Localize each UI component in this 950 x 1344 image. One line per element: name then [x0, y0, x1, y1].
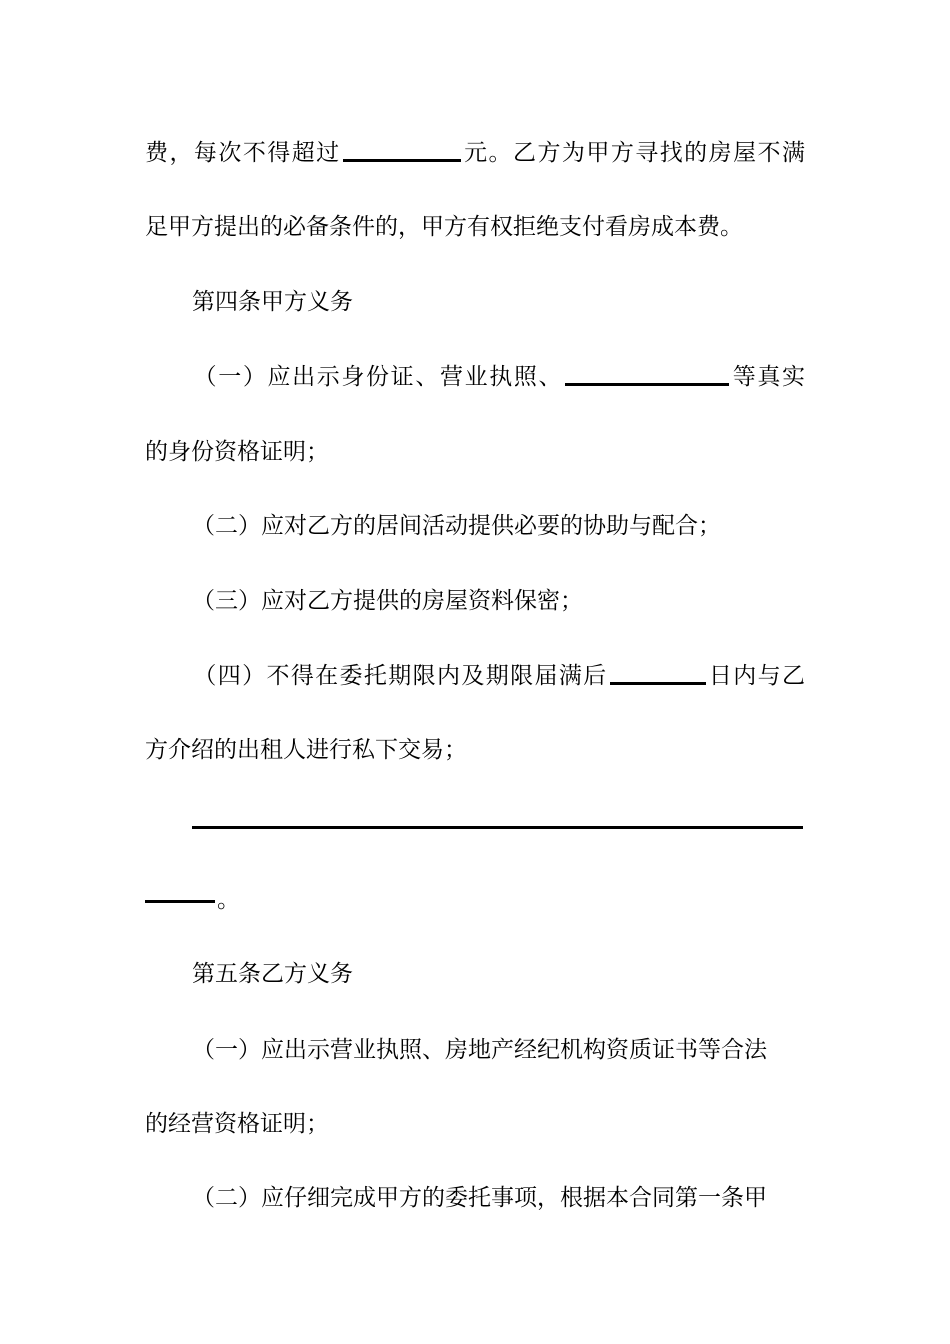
paragraph-line: 方介绍的出租人进行私下交易； — [145, 737, 467, 763]
text-segment: 费，每次不得超过 — [145, 140, 341, 166]
fill-blank — [610, 682, 706, 685]
fill-blank — [565, 383, 729, 386]
text-segment: 日内与乙 — [707, 663, 805, 689]
fill-blank — [192, 826, 803, 829]
text-segment: 等真实 — [731, 364, 805, 390]
paragraph-line — [145, 133, 805, 173]
paragraph-line — [145, 656, 805, 696]
text-segment: （四）不得在委托期限内及期限届满后 — [192, 663, 608, 689]
text-segment: （一）应出示身份证、营业执照、 — [192, 364, 564, 390]
paragraph-line: 足甲方提出的必备条件的，甲方有权拒绝支付看房成本费。 — [145, 214, 743, 240]
fill-blank — [145, 900, 215, 903]
fill-blank — [343, 159, 461, 162]
text-segment: 元。乙方为甲方寻找的房屋不满 — [462, 140, 805, 166]
paragraph-line: （三）应对乙方提供的房屋资料保密； — [192, 588, 583, 614]
paragraph-line — [145, 357, 805, 397]
paragraph-line: （二）应对乙方的居间活动提供必要的协助与配合； — [192, 513, 721, 539]
paragraph-line: 的身份资格证明； — [145, 439, 329, 465]
section-heading: 第四条甲方义务 — [192, 289, 353, 315]
paragraph-line — [145, 880, 805, 920]
section-heading: 第五条乙方义务 — [192, 961, 353, 987]
fill-blank-line — [192, 806, 805, 846]
paragraph-line: （二）应仔细完成甲方的委托事项，根据本合同第一条甲 — [192, 1185, 767, 1211]
paragraph-line: 的经营资格证明； — [145, 1111, 329, 1137]
text-segment: 。 — [217, 887, 240, 913]
paragraph-line: （一）应出示营业执照、房地产经纪机构资质证书等合法 — [192, 1037, 767, 1063]
